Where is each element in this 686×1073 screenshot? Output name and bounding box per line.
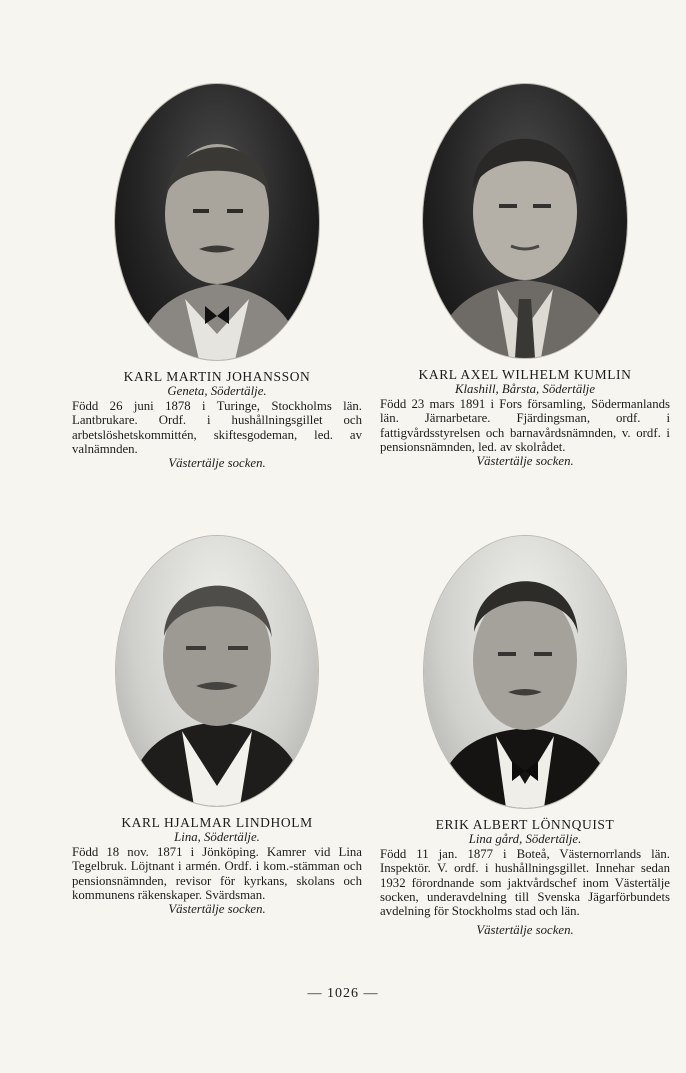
parish: Västertälje socken. [168, 902, 266, 917]
parish: Västertälje socken. [476, 922, 574, 937]
biography-entry-4 [380, 536, 670, 937]
person-name: KARL AXEL WILHELM KUMLIN [418, 367, 632, 382]
person-name: KARL HJALMAR LINDHOLM [121, 815, 313, 830]
person-name: KARL MARTIN JOHANSSON [123, 369, 311, 384]
biography-entry-1 [72, 84, 362, 471]
biography-entry-3 [72, 536, 362, 917]
portrait-photo-2 [423, 84, 627, 358]
residence: Lina gård, Södertälje. [468, 832, 582, 847]
portrait-photo-3 [116, 536, 318, 806]
parish: Västertälje socken. [168, 456, 266, 471]
residence: Lina, Södertälje. [174, 830, 260, 845]
parish: Västertälje socken. [476, 454, 574, 469]
person-name: ERIK ALBERT LÖNNQUIST [435, 817, 615, 832]
biography-text: Född 18 nov. 1871 i Jönköping. Kamrer vid Lina Tegelbruk. Löjtnant i armén. Ordf. i kom.-stämman och pensionsnämnden, revisor för kyrkans, skolans och kommunens räkenskaper. Svärdsman. [72, 844, 362, 903]
page-number: — 1026 — [307, 986, 379, 1001]
biography-text: Född 26 juni 1878 i Turinge, Stockholms län. Lantbrukare. Ordf. i hushållningsgillet och arbetslöshetskommittén, skiftesgodeman, led. av valnämnden. [72, 398, 362, 457]
residence: Klashill, Bårsta, Södertälje [454, 382, 596, 397]
biography-entry-2 [380, 84, 670, 469]
biography-text: Född 11 jan. 1877 i Boteå, Västernorrlands län. Inspektör. V. ordf. i hushållningsgillet. Innehar sedan 1932 förordnande som jaktvårdschef inom Västertälje socken, underavdelning till Svenska Jägarförbundets avdelning för Stockholms stad och län. [380, 846, 670, 919]
biography-text: Född 23 mars 1891 i Fors församling, Södermanlands län. Järnarbetare. Fjärdingsman, ordf. i fattigvårdsstyrelsen och barnavårdsnämnden, v. ordf. i pensionsnämnden, led. av skolrådet. [380, 396, 670, 455]
portrait-photo-1 [115, 84, 319, 360]
portrait-photo-4 [424, 536, 626, 808]
residence: Geneta, Södertälje. [167, 384, 267, 399]
